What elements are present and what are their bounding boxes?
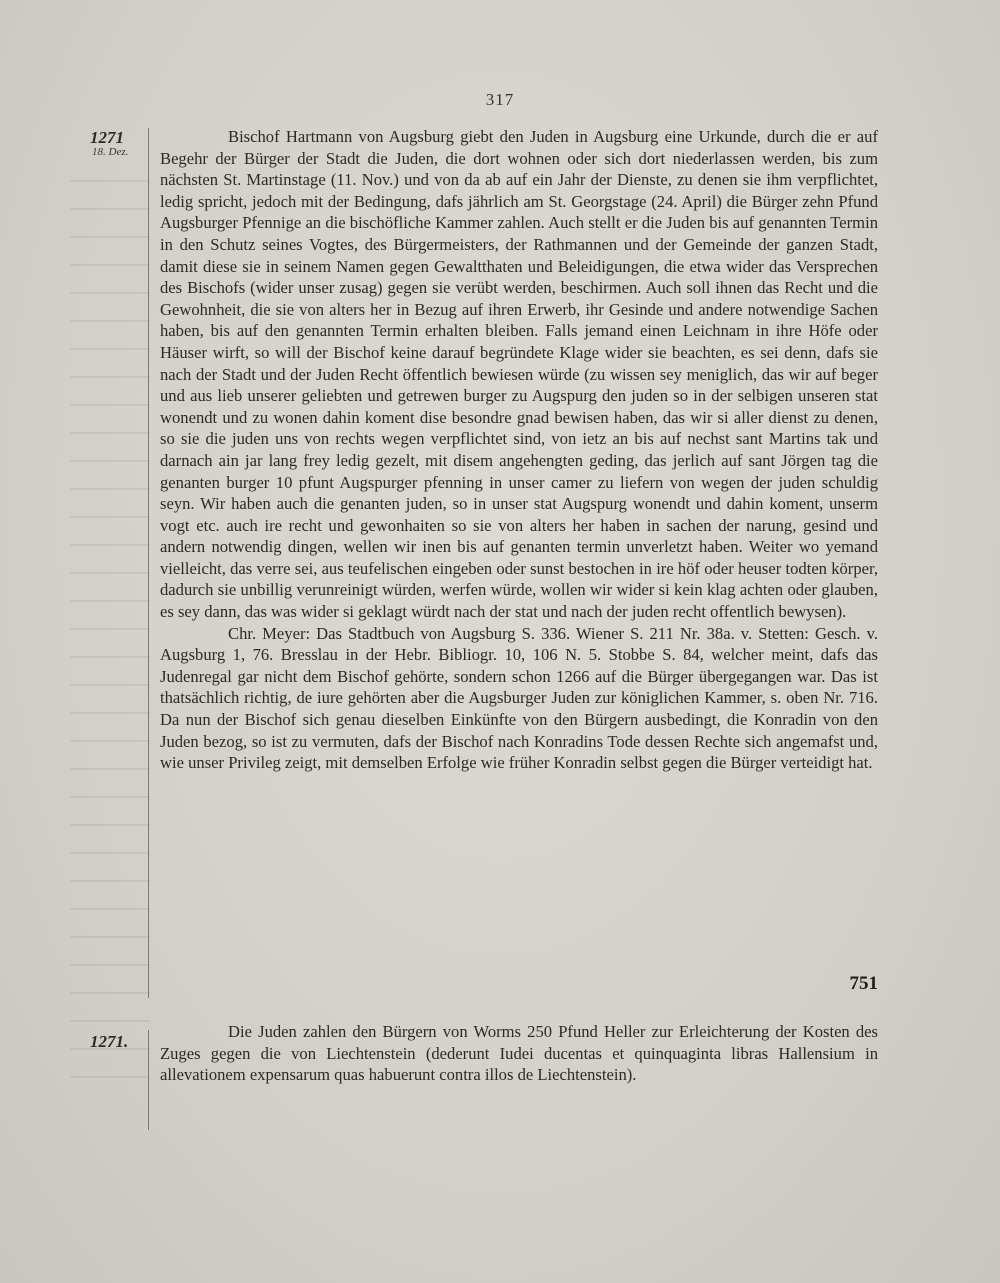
entry-regest-paragraph: Bischof Hartmann von Augsburg giebt den Juden in Augsburg eine Urkunde, durch die er auf Begehr der Bürger der Stadt die Juden, die dort wohnen oder sich dort niederlassen werden, bis zum nächsten St. Martinstage (11. Nov.) und von da ab auf ein Jahr der Dienste, zu denen sie ihm verpflichtet, ledig spricht, jedoch mit der Bedingung, dafs jährlich am St. Georgstage (24. April) die Bürger zehn Pfund Augsburger Pfennige an die bischöfliche Kammer zahlen. Auch stellt er die Juden bis auf genannten Termin in den Schutz seines Vogtes, des Bürgermeisters, der Rathmannen und der Gemeinde der ganzen Stadt, damit diese sie in seinem Namen gegen Gewaltthaten und Beleidigungen, die etwa wider das Versprechen des Bischofs (wider unser zusag) gegen sie verübt werden, beschirmen. Auch soll ihnen das Recht und die Gewohnheit, die sie von alters her in Bezug auf ihren Erwerb, ihr Gesinde und andere notwendige Sachen haben, bis auf den genannten Termin erhalten bleiben. Falls jemand einen Leichnam in ihre Höfe oder Häuser wirft, so will der Bischof keine darauf begründete Klage wider sie beachten, es sei denn, dafs sie nach der Stadt und der Juden Recht öffentlich bewiesen würde (zu wissen sey meniglich, das wir auf beger und aus lieb unserer geliebten und getrewen burger zu Augspurg den juden so in der selbigen unseren stat wonendt und zu wonen dahin koment dise besondre gnad bewisen haben, das wir si aller dienst zu denen, so sie die juden uns von rechts wegen verpflichtet sind, von ietz an bis auf nechst sant Martins tak und darnach ain jar lang frey ledig gezelt, mit disem angehengten geding, das jerlich auf sant Jörgen tag die genanten burger 10 pfunt Augspurger pfenning in unser camer zu liefern von wegen der juden schuldig seyn. Wir haben auch die genanten juden, so in unser stat Augspurg wonendt und dahin koment, unserm vogt etc. auch ire recht und gewonhaiten so sie von alters her haben in sachen der narung, gesind und andern notwendig dingen, wellen wir inen bis auf genanten termin unverletzt haben. Weiter wo yemand vielleicht, das verre sei, aus teufelischen eingeben oder sunst bestochen in ire höf oder heuser todten körper, dadurch sie unbillig verunreinigt würden, werfen würde, wollen wir wider si kein klag achten oder glauben, es sey dann, das was wider si geklagt würdt nach der stat und nach der juden recht offentlich bewysen). (160, 127, 878, 622)
page-number: 317 (485, 90, 515, 109)
entry-year: 1271. (90, 1032, 129, 1051)
entry-text (160, 126, 878, 774)
entry-year: 1271 (90, 128, 124, 147)
margin-rule (148, 1030, 149, 1130)
register-number: 751 (849, 973, 878, 994)
entry-regest-paragraph: Die Juden zahlen den Bürgern von Worms 250 Pfund Heller zur Erleichterung der Kosten des Zuges gegen die von Liechtenstein (dederunt Iudei ducentas et quinquaginta libras Hallensium in allevationem expensarum quas habuerunt contra illos de Liechtenstein). (160, 1022, 878, 1085)
margin-rule (148, 128, 149, 998)
entry-date: 18. Dez. (92, 146, 129, 158)
entry-literature-paragraph: Chr. Meyer: Das Stadtbuch von Augsburg S. 336. Wiener S. 211 Nr. 38a. v. Stetten: Gesch. v. Augsburg 1, 76. Bresslau in der Hebr. Bibliogr. 10, 106 N. 5. Stobbe S. 84, welcher meint, dafs das Judenregal gar nicht dem Bischof gehörte, sondern schon 1266 auf die Bürger übergegangen war. Das ist thatsächlich richtig, de iure gehörten aber die Augsburger Juden zur königlichen Kammer, s. oben Nr. 716. Da nun der Bischof sich genau dieselben Einkünfte von den Bürgern ausbedingt, die Konradin von den Juden bezog, so ist zu vermuten, dafs der Bischof nach Konradins Tode dessen Rechte sich angemafst und, wie unser Privileg zeigt, mit demselben Erfolge wie früher Konradin selbst gegen die Bürger verteidigt hat. (160, 623, 878, 773)
show-through-bleed (70, 180, 150, 1080)
entry-text (160, 1021, 878, 1086)
